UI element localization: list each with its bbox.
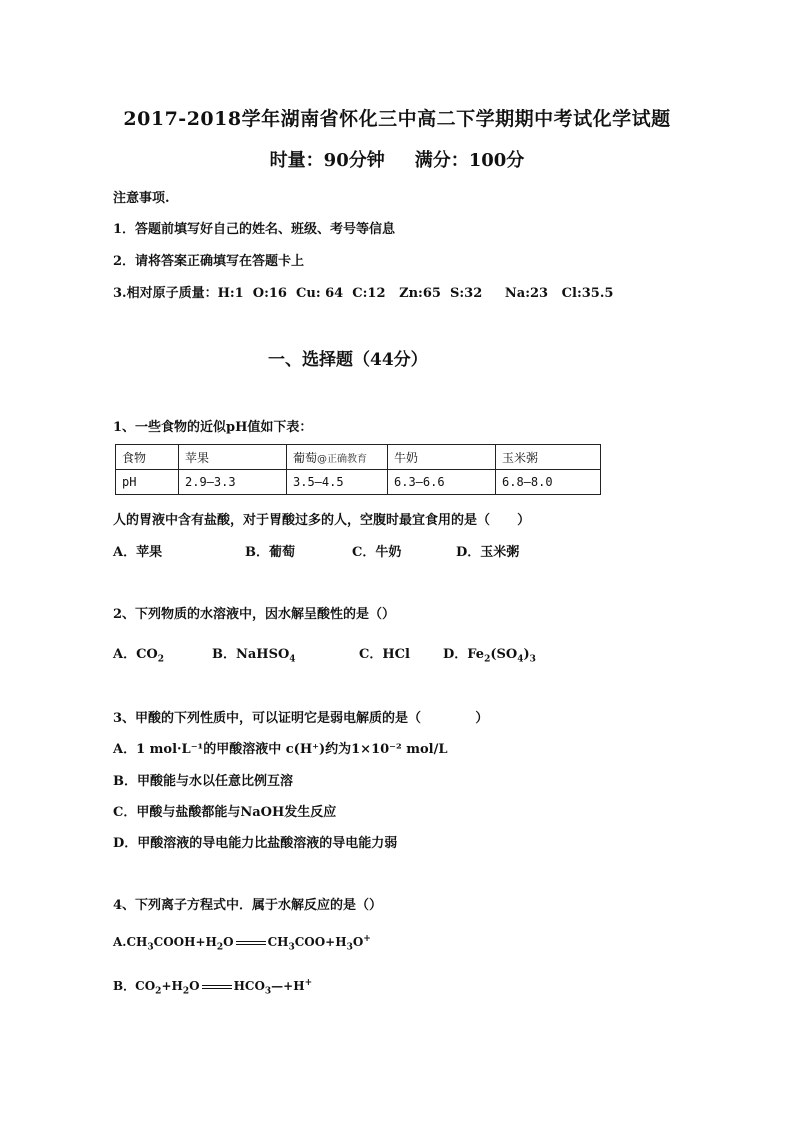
option-d[interactable]: D．玉米粥 xyxy=(456,545,520,560)
note-item-3: 3.相对原子质量：H:1 O:16 Cu: 64 C:12 Zn:65 S:32 Na:23 Cl:35.5 xyxy=(113,286,614,301)
option-a[interactable]: A．1 mol·L⁻¹的甲酸溶液中 c(H⁺)约为1×10⁻² mol/L xyxy=(113,742,448,757)
option-a[interactable]: A．$CO_2$ xyxy=(113,647,165,665)
table-cell: 3.5—4.5 xyxy=(287,470,388,495)
option-d[interactable]: D．$Fe_2(SO_4)_3$ xyxy=(443,647,536,665)
option-c[interactable]: C．甲酸与盐酸都能与NaOH发生反应 xyxy=(113,805,337,820)
option-c[interactable]: C．HCl xyxy=(359,647,410,662)
table-cell: 玉米粥 xyxy=(496,445,601,470)
option-b[interactable]: B．NaHSO$_4$ xyxy=(212,647,296,665)
table-cell: 2.9—3.3 xyxy=(179,470,287,495)
section-title: 一、选择题（44分） xyxy=(268,350,428,370)
time-limit: 时量：90分钟 xyxy=(269,150,385,171)
option-b[interactable]: B．葡萄 xyxy=(245,545,295,560)
table-cell: 葡萄@正确教育 xyxy=(287,445,388,470)
table-cell: 食物 xyxy=(116,445,179,470)
option-b[interactable]: B．甲酸能与水以任意比例互溶 xyxy=(113,774,293,789)
equilibrium-arrow-icon xyxy=(236,940,266,946)
watermark: @正确教育 xyxy=(317,453,368,465)
full-score: 满分：100分 xyxy=(414,150,525,171)
option-b[interactable]: B．$CO_2+H_2O$ $HCO_3—+H^+$ xyxy=(113,978,313,997)
note-item-1: 1．答题前填写好自己的姓名、班级、考号等信息 xyxy=(113,222,396,237)
question-1-stem: 1、一些食物的近似pH值如下表： xyxy=(113,420,313,435)
table-cell: pH xyxy=(116,470,179,495)
table-row xyxy=(116,470,601,495)
question-2-stem: 2、下列物质的水溶液中，因水解呈酸性的是（） xyxy=(113,607,396,622)
table-cell: 6.8—8.0 xyxy=(496,470,601,495)
table-cell: 牛奶 xyxy=(388,445,496,470)
page-title: 2017-2018学年湖南省怀化三中高二下学期期中考试化学试题 xyxy=(123,108,671,130)
option-a[interactable]: A．苹果 xyxy=(113,545,163,560)
question-1-text: 人的胃液中含有盐酸，对于胃酸过多的人，空腹时最宜食用的是（ ） xyxy=(113,513,531,528)
notes-heading: 注意事项. xyxy=(113,191,170,206)
table-row xyxy=(116,445,601,470)
ph-table xyxy=(115,444,601,495)
option-a[interactable]: $A.CH_3COOH+H_2O$ $CH_3COO+H_3O^+$ xyxy=(113,934,371,953)
table-cell: 苹果 xyxy=(179,445,287,470)
equilibrium-arrow-icon xyxy=(202,984,232,990)
option-c[interactable]: C．牛奶 xyxy=(352,545,402,560)
question-3-stem: 3、甲酸的下列性质中，可以证明它是弱电解质的是（ ） xyxy=(113,711,489,726)
option-d[interactable]: D．甲酸溶液的导电能力比盐酸溶液的导电能力弱 xyxy=(113,836,398,851)
exam-meta xyxy=(0,146,794,172)
note-item-2: 2．请将答案正确填写在答题卡上 xyxy=(113,254,305,269)
table-cell: 6.3—6.6 xyxy=(388,470,496,495)
question-4-stem: 4、下列离子方程式中．属于水解反应的是（） xyxy=(113,898,383,913)
